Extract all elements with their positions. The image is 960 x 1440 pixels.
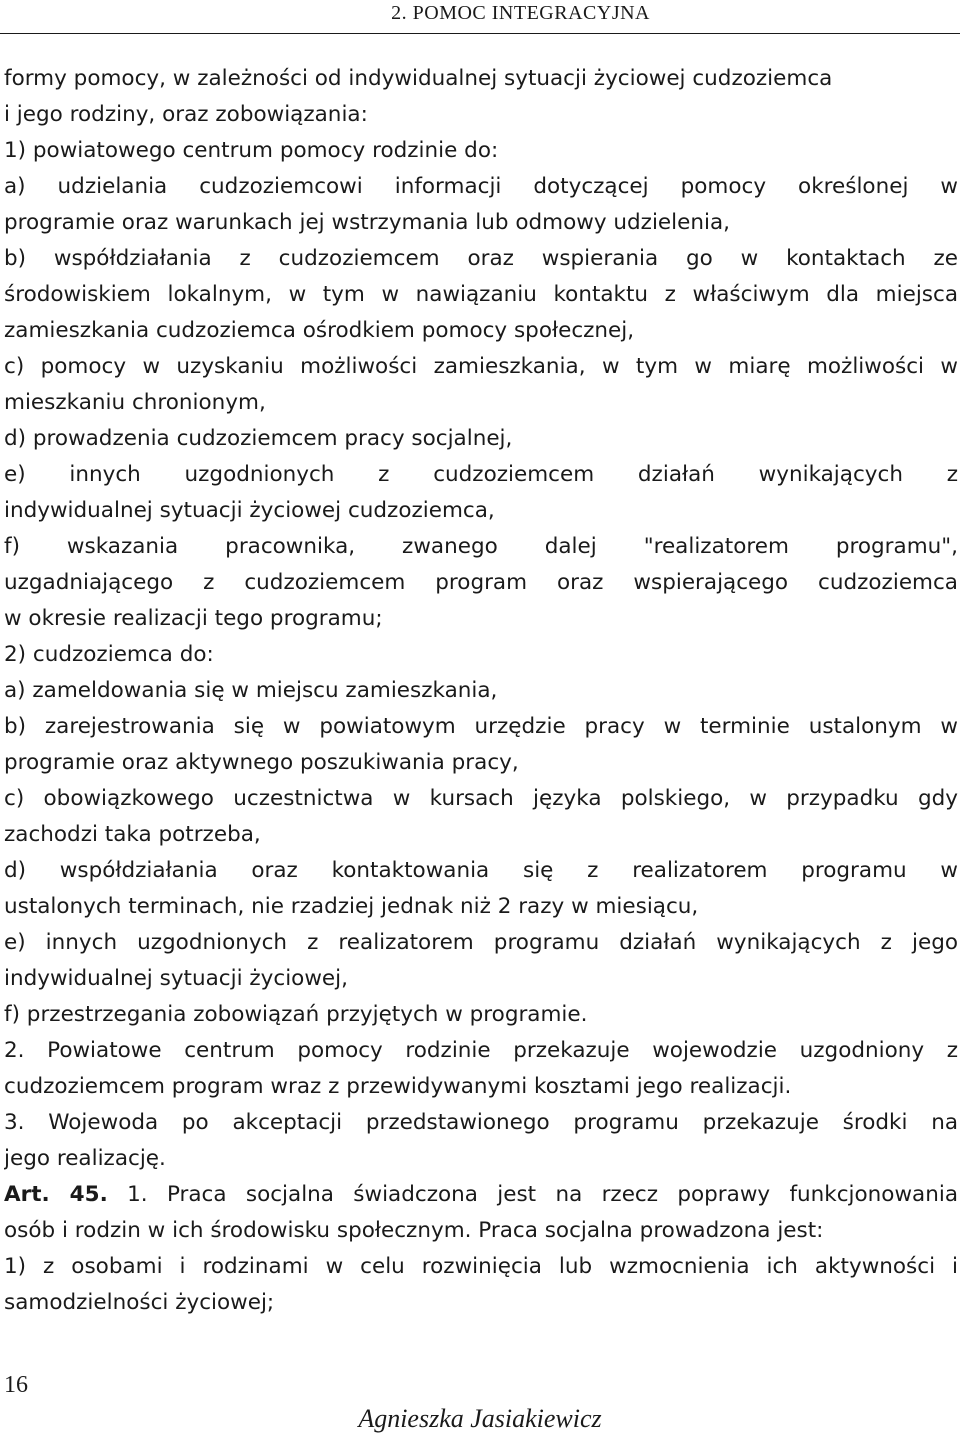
body-line: indywidualnej sytuacji życiowej cudzoziemca,	[4, 498, 495, 523]
body-line: samodzielności życiowej;	[4, 1290, 275, 1315]
header-rule	[0, 33, 960, 34]
body-line: c) pomocy w uzyskaniu możliwości zamieszkania, w tym w miarę możliwości w	[4, 354, 958, 379]
article-label: Art. 45.	[4, 1182, 108, 1207]
body-line: programie oraz warunkach jej wstrzymania lub odmowy udzielenia,	[4, 210, 730, 235]
body-line: programie oraz aktywnego poszukiwania pracy,	[4, 750, 519, 775]
body-line: a) zameldowania się w miejscu zamieszkania,	[4, 678, 498, 703]
body-line: f) przestrzegania zobowiązań przyjętych w programie.	[4, 1002, 588, 1027]
body-line: jego realizację.	[4, 1146, 166, 1171]
body-line: środowiskiem lokalnym, w tym w nawiązaniu kontaktu z właściwym dla miejsca	[4, 282, 958, 307]
body-line: zachodzi taka potrzeba,	[4, 822, 261, 847]
body-line: 1) powiatowego centrum pomocy rodzinie do:	[4, 138, 499, 163]
body-line: d) prowadzenia cudzoziemcem pracy socjalnej,	[4, 426, 513, 451]
body-line: a) udzielania cudzoziemcowi informacji dotyczącej pomocy określonej w	[4, 174, 958, 199]
body-line: b) zarejestrowania się w powiatowym urzędzie pracy w terminie ustalonym w	[4, 714, 958, 739]
document-body	[4, 61, 958, 1321]
body-line: i jego rodziny, oraz zobowiązania:	[4, 102, 368, 127]
running-header	[0, 0, 960, 30]
body-line: indywidualnej sytuacji życiowej,	[4, 966, 348, 991]
body-line: e) innych uzgodnionych z cudzoziemcem działań wynikających z	[4, 462, 958, 487]
body-line: mieszkaniu chronionym,	[4, 390, 266, 415]
body-line: uzgadniającego z cudzoziemcem program oraz wspierającego cudzoziemca	[4, 570, 958, 595]
body-line: f) wskazania pracownika, zwanego dalej "realizatorem programu",	[4, 534, 958, 559]
body-line: 2. Powiatowe centrum pomocy rodzinie przekazuje wojewodzie uzgodniony z	[4, 1038, 958, 1063]
body-line: 1) z osobami i rodzinami w celu rozwinięcia lub wzmocnienia ich aktywności i	[4, 1254, 958, 1279]
article-text: 1. Praca socjalna świadczona jest na rzecz poprawy funkcjonowania	[107, 1182, 958, 1207]
body-line: 3. Wojewoda po akceptacji przedstawionego programu przekazuje środki na	[4, 1110, 958, 1135]
body-line: 2) cudzoziemca do:	[4, 642, 214, 667]
header-title: 2. POMOC INTEGRACYJNA	[391, 2, 650, 24]
body-line: formy pomocy, w zależności od indywidualnej sytuacji życiowej cudzoziemca	[4, 66, 833, 91]
body-line: c) obowiązkowego uczestnictwa w kursach języka polskiego, w przypadku gdy	[4, 786, 958, 811]
body-line: e) innych uzgodnionych z realizatorem programu działań wynikających z jego	[4, 930, 958, 955]
body-line: d) współdziałania oraz kontaktowania się z realizatorem programu w	[4, 858, 958, 883]
footer-author: Agnieszka Jasiakiewicz	[358, 1404, 602, 1433]
body-line: ustalonych terminach, nie rzadziej jednak niż 2 razy w miesiącu,	[4, 894, 699, 919]
page-number: 16	[4, 1372, 28, 1398]
body-line: osób i rodzin w ich środowisku społecznym. Praca socjalna prowadzona jest:	[4, 1218, 824, 1243]
article-first-line	[4, 1177, 958, 1213]
body-line: zamieszkania cudzoziemca ośrodkiem pomocy społecznej,	[4, 318, 635, 343]
body-line: w okresie realizacji tego programu;	[4, 606, 383, 631]
body-line: b) współdziałania z cudzoziemcem oraz wspierania go w kontaktach ze	[4, 246, 958, 271]
body-line: cudzoziemcem program wraz z przewidywanymi kosztami jego realizacji.	[4, 1074, 792, 1099]
